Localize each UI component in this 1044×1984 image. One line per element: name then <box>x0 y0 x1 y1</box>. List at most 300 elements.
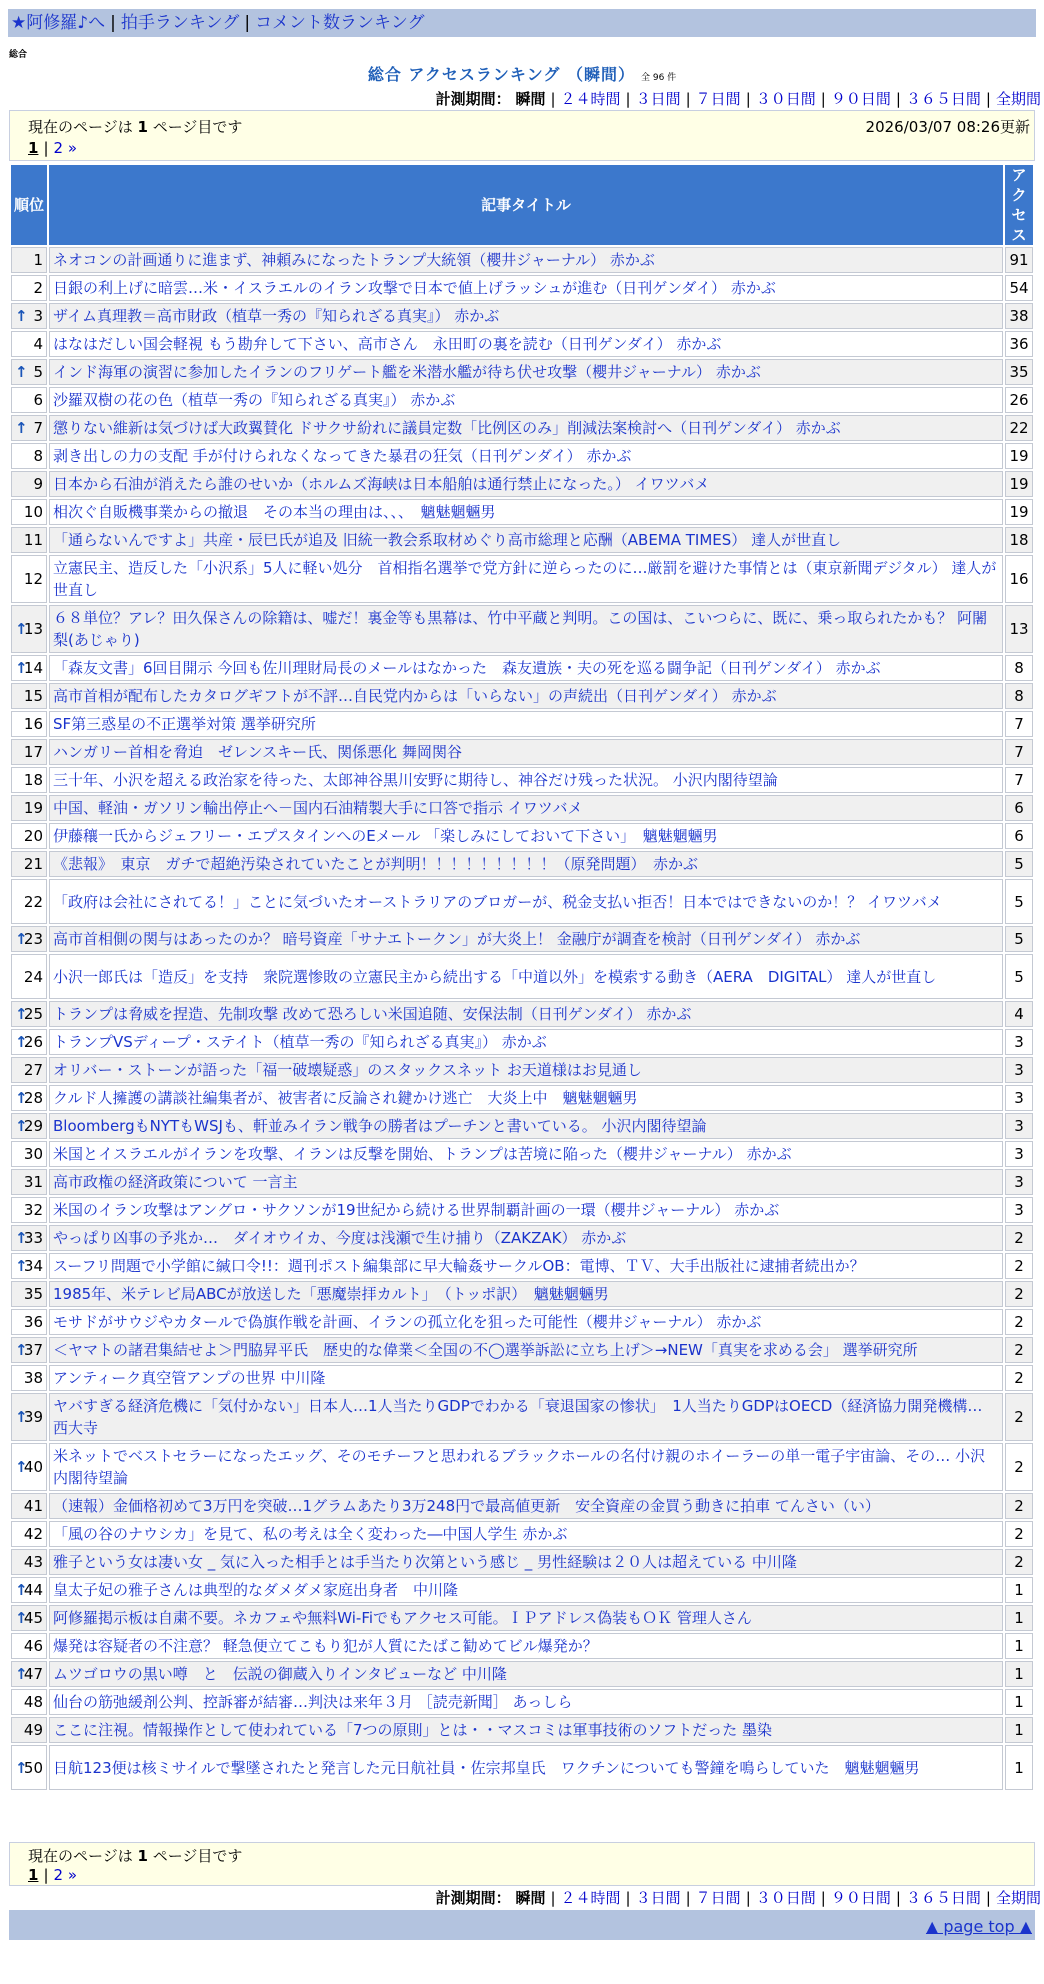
ranking-title: 総合 アクセスランキング （瞬間） <box>367 65 635 84</box>
arrow-up-icon: ↑ <box>15 1581 28 1599</box>
title-cell <box>49 1113 1003 1139</box>
arrow-up-icon: ↑ <box>15 1089 28 1107</box>
article-title-link[interactable]: クルド人擁護の講談社編集者が、被害者に反論され鍵かけ逃亡 大炎上中 魑魅魍魎男 <box>53 1089 638 1107</box>
table-row <box>11 795 1033 821</box>
article-title-link[interactable]: SF第三惑星の不正選挙対策 選挙研究所 <box>53 715 316 733</box>
title-cell <box>49 1605 1003 1631</box>
article-title-link[interactable]: 立憲民主、造反した「小沢系」5人に軽い処分 首相指名選挙で党方針に逆らったのに…厳罰を避けた事情とは（東京新聞デジタル） 達人が世直し <box>53 559 997 599</box>
rank-cell <box>11 1113 47 1139</box>
period-separator: | <box>625 1889 631 1907</box>
access-count: 3 <box>1005 1085 1033 1111</box>
title-cell <box>49 387 1003 413</box>
table-row <box>11 1745 1033 1790</box>
article-title-link[interactable]: 爆発は容疑者の不注意？ 軽急便立てこもり犯が人質にたばこ勧めてビル爆発か？ <box>53 1637 598 1655</box>
rank-number: 29 <box>23 1117 43 1135</box>
table-row <box>11 1029 1033 1055</box>
article-title-link[interactable]: 小沢一郎氏は「造反」を支持 衆院選惨敗の立憲民主から続出する「中道以外」を模索する動き（AERA DIGITAL） 達人が世直し <box>53 967 937 986</box>
article-title-link[interactable]: 沙羅双樹の花の色（植草一秀の『知られざる真実』） 赤かぶ <box>53 391 456 409</box>
rank-cell <box>11 1085 47 1111</box>
access-count: 7 <box>1005 739 1033 765</box>
rank-cell <box>11 795 47 821</box>
title-cell <box>49 555 1003 603</box>
period-link-365d[interactable]: ３６５日間 <box>905 1889 981 1907</box>
table-row <box>11 387 1033 413</box>
access-count: 3 <box>1005 1113 1033 1139</box>
title-cell <box>49 823 1003 849</box>
period-link-90d[interactable]: ９０日間 <box>830 1889 891 1907</box>
rank-number: 46 <box>23 1637 43 1655</box>
rank-number: 33 <box>23 1229 43 1247</box>
category-tag: 総合 <box>9 50 28 60</box>
article-title-link[interactable]: 高市政権の経済政策について 一言主 <box>53 1173 298 1191</box>
period-link-365d[interactable]: ３６５日間 <box>905 90 981 108</box>
title-cell <box>49 1337 1003 1363</box>
article-title-link[interactable]: 「風の谷のナウシカ」を見て、私の考えは全く変わった―中国人学生 赤かぶ <box>53 1525 568 1543</box>
access-count: 1 <box>1005 1633 1033 1659</box>
article-title-link[interactable]: 皇太子妃の雅子さんは典型的なダメダメ家庭出身者 中川隆 <box>53 1581 459 1599</box>
rank-cell <box>11 767 47 793</box>
rank-cell <box>11 1253 47 1279</box>
rank-cell <box>11 359 47 385</box>
access-count: 8 <box>1005 683 1033 709</box>
rank-number: 49 <box>23 1721 43 1739</box>
next-page-link[interactable]: » <box>67 139 78 157</box>
page-info-top <box>9 110 1035 161</box>
period-link-30d[interactable]: ３０日間 <box>755 1889 816 1907</box>
arrow-up-icon: ↑ <box>15 1408 28 1426</box>
arrow-up-icon: ↑ <box>15 1665 28 1683</box>
access-count: 26 <box>1005 387 1033 413</box>
table-row <box>11 1253 1033 1279</box>
article-title-link[interactable]: 雅子という女は凄い女 _ 気に入った相手とは手当たり次第という感じ _ 男性経験は２０人は超えている 中川隆 <box>53 1553 797 1571</box>
table-row <box>11 1365 1033 1391</box>
table-row <box>11 1309 1033 1335</box>
arrow-up-icon: ↑ <box>15 1341 28 1359</box>
article-title-link[interactable]: やっぱり凶事の予兆か… ダイオウイカ、今度は浅瀬で生け捕り（ZAKZAK） 赤かぶ <box>53 1229 627 1247</box>
page-1-current: 1 <box>28 139 39 157</box>
rank-number: 40 <box>23 1458 43 1476</box>
table-row <box>11 555 1033 603</box>
access-count: 8 <box>1005 655 1033 681</box>
arrow-up-icon: ↑ <box>15 930 28 948</box>
title-cell <box>49 499 1003 525</box>
rank-cell <box>11 1029 47 1055</box>
rank-number: 4 <box>33 335 43 353</box>
rank-cell <box>11 1337 47 1363</box>
period-selector-bottom <box>436 1887 1041 1908</box>
table-row <box>11 443 1033 469</box>
article-title-link[interactable]: オリバー・ストーンが語った「福一破壊疑惑」のスタックスネット お天道様はお見通し <box>53 1061 642 1079</box>
period-separator: | <box>745 90 751 108</box>
rank-cell <box>11 1393 47 1441</box>
title-cell <box>49 1549 1003 1575</box>
rank-number: 13 <box>23 620 43 638</box>
period-separator: | <box>895 90 901 108</box>
page-top-link[interactable]: ▲ page top ▲ <box>925 1917 1032 1936</box>
period-link-90d[interactable]: ９０日間 <box>830 90 891 108</box>
article-title-link[interactable]: 米ネットでベストセラーになったエッグ、そのモチーフと思われるブラックホールの名付け親のホイーラーの単一電子宇宙論、その… 小沢内閣待望論 <box>53 1447 986 1487</box>
rank-number: 17 <box>23 743 43 761</box>
table-row <box>11 1605 1033 1631</box>
rank-cell <box>11 605 47 653</box>
access-count: 5 <box>1005 879 1033 924</box>
article-title-link[interactable]: モサドがサウジやカタールで偽旗作戦を計画、イランの孤立化を狙った可能性（櫻井ジャーナル） 赤かぶ <box>53 1313 762 1331</box>
access-count: 2 <box>1005 1493 1033 1519</box>
access-count: 1 <box>1005 1745 1033 1790</box>
period-link-3d[interactable]: ３日間 <box>635 1889 681 1907</box>
table-row <box>11 711 1033 737</box>
rank-number: 9 <box>33 475 43 493</box>
rank-cell <box>11 1521 47 1547</box>
access-count: 2 <box>1005 1253 1033 1279</box>
updated-timestamp: 2026/03/07 08:26更新 <box>865 118 1030 136</box>
arrow-up-icon: ↑ <box>15 1005 28 1023</box>
access-count: 2 <box>1005 1393 1033 1441</box>
access-count: 1 <box>1005 1577 1033 1603</box>
rank-number: 11 <box>23 531 43 549</box>
page-info-bottom <box>9 1842 1035 1886</box>
rank-number: 26 <box>23 1033 43 1051</box>
article-title-link[interactable]: ここに注視。情報操作として使われている「7つの原則」とは・・マスコミは軍事技術のソフトだった 墨染 <box>53 1721 773 1739</box>
rank-number: 28 <box>23 1089 43 1107</box>
current-page-text <box>28 116 242 137</box>
access-count: 2 <box>1005 1443 1033 1491</box>
rank-cell <box>11 1717 47 1743</box>
table-row <box>11 926 1033 952</box>
title-cell <box>49 795 1003 821</box>
rank-cell <box>11 443 47 469</box>
article-title-link[interactable]: 阿修羅掲示板は自粛不要。ネカフェや無料Wi-Fiでもアクセス可能。ＩＰアドレス偽装もＯＫ 管理人さん <box>53 1609 752 1627</box>
period-separator: | <box>550 90 556 108</box>
access-count: 6 <box>1005 795 1033 821</box>
rank-cell <box>11 1365 47 1391</box>
table-row <box>11 1443 1033 1491</box>
table-row <box>11 1085 1033 1111</box>
period-separator: | <box>745 1889 751 1907</box>
arrow-up-icon: ↑ <box>15 307 28 325</box>
page-2-link[interactable]: 2 <box>53 139 64 157</box>
period-link-24h[interactable]: ２４時間 <box>560 1889 621 1907</box>
access-count: 18 <box>1005 527 1033 553</box>
article-title-link[interactable]: アンティーク真空管アンプの世界 中川隆 <box>53 1369 326 1387</box>
pagination-separator: | <box>43 139 49 157</box>
table-row <box>11 359 1033 385</box>
article-title-link[interactable]: 米国とイスラエルがイランを攻撃、イランは反撃を開始、トランプは苦境に陥った（櫻井ジャーナル） 赤かぶ <box>53 1145 792 1163</box>
rank-number: 27 <box>23 1061 43 1079</box>
period-link-3d[interactable]: ３日間 <box>635 90 681 108</box>
rank-cell <box>11 387 47 413</box>
rank-cell <box>11 275 47 301</box>
arrow-up-icon: ↑ <box>15 419 28 437</box>
title-cell <box>49 303 1003 329</box>
title-cell <box>49 415 1003 441</box>
nav-separator: | <box>110 13 116 33</box>
access-count: 3 <box>1005 1169 1033 1195</box>
rank-cell <box>11 1001 47 1027</box>
nav-link-asyura-home[interactable]: ★阿修羅♪へ <box>11 13 106 33</box>
article-title-link[interactable]: 中国、軽油・ガソリン輸出停止へ－国内石油精製大手に口答で指示 イワツバメ <box>53 799 583 817</box>
access-count: 2 <box>1005 1365 1033 1391</box>
period-separator: | <box>895 1889 901 1907</box>
table-row <box>11 1661 1033 1687</box>
arrow-up-icon: ↑ <box>15 1257 28 1275</box>
rank-cell <box>11 1169 47 1195</box>
access-count: 2 <box>1005 1281 1033 1307</box>
article-title-link[interactable]: 「政府は会社にされてる！」ことに気づいたオーストラリアのブロガーが、税金支払い拒否！日本ではできないのか！？ イワツバメ <box>53 892 942 911</box>
access-count: 54 <box>1005 275 1033 301</box>
article-title-link[interactable]: 伊藤穰一氏からジェフリー・エプスタインへのEメール 「楽しみにしておいて下さい」 魑魅魍魎男 <box>53 827 718 845</box>
rank-number: 14 <box>23 659 43 677</box>
title-cell <box>49 527 1003 553</box>
ranking-table-body <box>11 247 1033 1790</box>
ranking-table <box>9 163 1035 1792</box>
period-separator: | <box>820 90 826 108</box>
period-separator: | <box>625 90 631 108</box>
rank-cell <box>11 1281 47 1307</box>
article-title-link[interactable]: 米国のイラン攻撃はアングロ・サクソンが19世紀から続ける世界制覇計画の一環（櫻井ジャーナル） 赤かぶ <box>53 1201 780 1219</box>
rank-number: 36 <box>23 1313 43 1331</box>
nav-separator: | <box>244 13 251 33</box>
title-cell <box>49 443 1003 469</box>
article-title-link[interactable]: トランプは脅威を捏造、先制攻撃 改めて恐ろしい米国追随、安保法制（日刊ゲンダイ） 赤かぶ <box>53 1005 692 1023</box>
access-count: 19 <box>1005 499 1033 525</box>
title-cell <box>49 331 1003 357</box>
rank-number: 2 <box>33 279 43 297</box>
current-page-number: 1 <box>137 118 148 136</box>
rank-number: 41 <box>23 1497 43 1515</box>
title-cell <box>49 1443 1003 1491</box>
rank-number: 3 <box>33 307 43 325</box>
rank-cell <box>11 926 47 952</box>
article-title-link[interactable]: BloombergもNYTもWSJも、軒並みイラン戦争の勝者はプーチンと書いている。 小沢内閣待望論 <box>53 1117 707 1135</box>
page-2-link[interactable]: 2 <box>53 1866 64 1884</box>
article-title-link[interactable]: ザイム真理教＝高市財政（植草一秀の『知られざる真実』） 赤かぶ <box>53 307 500 325</box>
period-link-7d[interactable]: ７日間 <box>695 90 741 108</box>
period-link-all[interactable]: 全期間 <box>995 90 1041 108</box>
period-link-30d[interactable]: ３０日間 <box>755 90 816 108</box>
table-row <box>11 303 1033 329</box>
table-row <box>11 954 1033 999</box>
rank-number: 39 <box>23 1408 43 1426</box>
access-count: 7 <box>1005 711 1033 737</box>
article-title-link[interactable]: インド海軍の演習に参加したイランのフリゲート艦を米潜水艦が待ち伏せ攻撃（櫻井ジャーナル） 赤かぶ <box>53 363 761 381</box>
article-title-link[interactable]: 日航123便は核ミサイルで撃墜されたと発言した元日航社員・佐宗邦皇氏 ワクチンについても警鐘を鳴らしていた 魑魅魍魎男 <box>53 1758 920 1777</box>
rank-cell <box>11 1225 47 1251</box>
access-count: 16 <box>1005 555 1033 603</box>
table-row <box>11 499 1033 525</box>
article-title-link[interactable]: 相次ぐ自販機事業からの撤退 その本当の理由は、、、 魑魅魍魎男 <box>53 503 496 521</box>
table-row <box>11 1549 1033 1575</box>
article-title-link[interactable]: 懲りない維新は気づけば大政翼賛化 ドサクサ紛れに議員定数「比例区のみ」削減法案検討へ（日刊ゲンダイ） 赤かぶ <box>53 419 841 437</box>
rank-cell <box>11 1309 47 1335</box>
title-cell <box>49 605 1003 653</box>
title-cell <box>49 1633 1003 1659</box>
rank-cell <box>11 1197 47 1223</box>
article-title-link[interactable]: スーフリ問題で小学館に緘口令!!：週刊ポスト編集部に早大輪姦サークルOB：電博、ＴＶ、大手出版社に逮捕者続出か？ <box>53 1257 865 1275</box>
article-title-link[interactable]: ヤバすぎる経済危機に「気付かない」日本人…1人当たりGDPでわかる「衰退国家の惨状」 1人当たりGDPはOECD（経済協力開発機構… 西大寺 <box>53 1397 983 1437</box>
article-title-link[interactable]: トランプVSディープ・ステイト（植草一秀の『知られざる真実』） 赤かぶ <box>53 1033 547 1051</box>
ranking-heading <box>0 62 1044 85</box>
table-row <box>11 1001 1033 1027</box>
table-row <box>11 605 1033 653</box>
access-count: 3 <box>1005 1141 1033 1167</box>
article-title-link[interactable]: （速報）金価格初めて3万円を突破…1グラムあたり3万248円で最高値更新 安全資産の金買う動きに拍車 てんさい（い） <box>53 1497 880 1515</box>
period-link-7d[interactable]: ７日間 <box>695 1889 741 1907</box>
period-current: 瞬間 <box>515 90 546 108</box>
article-title-link[interactable]: 《悲報》 東京 ガチで超絶汚染されていたことが判明！！！！！！！！！（原発問題） 赤かぶ <box>53 855 699 873</box>
title-cell <box>49 739 1003 765</box>
article-title-link[interactable]: ＜ヤマトの諸君集結せよ＞門脇昇平氏 歴史的な偉業＜全国の不◯選挙訴訟に立ち上げ＞→NEW「真実を求める会」 選挙研究所 <box>53 1341 918 1359</box>
nav-link-applause-ranking[interactable]: 拍手ランキング <box>120 13 240 33</box>
period-link-all[interactable]: 全期間 <box>995 1889 1041 1907</box>
next-page-link[interactable]: » <box>67 1866 78 1884</box>
arrow-up-icon: ↑ <box>15 1758 28 1777</box>
rank-number: 20 <box>23 827 43 845</box>
period-separator: | <box>820 1889 826 1907</box>
period-separator: | <box>985 90 991 108</box>
title-cell <box>49 1001 1003 1027</box>
table-row <box>11 1169 1033 1195</box>
article-title-link[interactable]: 高市首相側の関与はあったのか？ 暗号資産「サナエトークン」が大炎上！ 金融庁が調査を検討（日刊ゲンダイ） 赤かぶ <box>53 930 861 948</box>
access-count: 1 <box>1005 1661 1033 1687</box>
table-row <box>11 739 1033 765</box>
article-title-link[interactable]: 日銀の利上げに暗雲…米・イスラエルのイラン攻撃で日本で値上げラッシュが進む（日刊ゲンダイ） 赤かぶ <box>53 279 776 297</box>
period-selector-top <box>436 88 1041 109</box>
rank-cell <box>11 1577 47 1603</box>
current-page-prefix: 現在のページは <box>28 118 133 136</box>
article-title-link[interactable]: 日本から石油が消えたら誰のせいか（ホルムズ海峡は日本船舶は通行禁止になった。） イワツバメ <box>53 475 710 493</box>
header-rank: 順位 <box>11 165 47 245</box>
title-cell <box>49 1225 1003 1251</box>
table-row <box>11 1337 1033 1363</box>
title-cell <box>49 1309 1003 1335</box>
rank-number: 47 <box>23 1665 43 1683</box>
period-separator: | <box>550 1889 556 1907</box>
rank-number: 10 <box>23 503 43 521</box>
article-title-link[interactable]: はなはだしい国会軽視 もう勘弁して下さい、高市さん 永田町の裏を読む（日刊ゲンダイ） 赤かぶ <box>53 335 722 353</box>
arrow-up-icon: ↑ <box>15 1609 28 1627</box>
rank-number: 24 <box>23 967 43 986</box>
rank-number: 38 <box>23 1369 43 1387</box>
access-count: 3 <box>1005 1029 1033 1055</box>
access-count: 5 <box>1005 926 1033 952</box>
period-separator: | <box>685 90 691 108</box>
rank-cell <box>11 879 47 924</box>
access-count: 91 <box>1005 247 1033 273</box>
rank-number: 1 <box>33 251 43 269</box>
rank-number: 8 <box>33 447 43 465</box>
table-row <box>11 1577 1033 1603</box>
rank-number: 43 <box>23 1553 43 1571</box>
article-title-link[interactable]: 1985年、米テレビ局ABCが放送した「悪魔崇拝カルト」 （トッポ訳） 魑魅魍魎男 <box>53 1285 609 1303</box>
header-title: 記事タイトル <box>49 165 1003 245</box>
table-row <box>11 1689 1033 1715</box>
rank-number: 6 <box>33 391 43 409</box>
period-separator: | <box>685 1889 691 1907</box>
current-page-suffix: ページ目です <box>152 118 243 136</box>
table-row <box>11 851 1033 877</box>
article-title-link[interactable]: 「通らないんですよ」共産・辰巳氏が追及 旧統一教会系取材めぐり高市総理と応酬（ABEMA TIMES） 達人が世直し <box>53 531 842 549</box>
article-title-link[interactable]: ネオコンの計画通りに進まず、神頼みになったトランプ大統領（櫻井ジャーナル） 赤かぶ <box>53 251 655 269</box>
title-cell <box>49 1085 1003 1111</box>
access-count: 2 <box>1005 1521 1033 1547</box>
access-count: 19 <box>1005 443 1033 469</box>
rank-number: 7 <box>33 419 43 437</box>
pagination <box>28 139 77 157</box>
rank-number: 34 <box>23 1257 43 1275</box>
rank-number: 30 <box>23 1145 43 1163</box>
article-title-link[interactable]: ハンガリー首相を脅迫 ゼレンスキー氏、関係悪化 舞岡関谷 <box>53 743 462 761</box>
rank-cell <box>11 954 47 999</box>
period-label: 計測期間： <box>435 90 511 108</box>
table-row <box>11 275 1033 301</box>
title-cell <box>49 1057 1003 1083</box>
period-label: 計測期間： <box>435 1889 511 1907</box>
article-title-link[interactable]: ６８単位？アレ？田久保さんの除籍は、嘘だ！裏金等も黒幕は、竹中平蔵と判明。この国は、こいつらに、既に、乗っ取られたかも？ 阿闍梨(あじゃり) <box>53 609 988 649</box>
table-row <box>11 527 1033 553</box>
title-cell <box>49 683 1003 709</box>
title-cell <box>49 471 1003 497</box>
table-row <box>11 655 1033 681</box>
table-row <box>11 415 1033 441</box>
access-count: 19 <box>1005 471 1033 497</box>
period-link-24h[interactable]: ２４時間 <box>560 90 621 108</box>
rank-cell <box>11 1689 47 1715</box>
article-title-link[interactable]: 剥き出しの力の支配 手が付けられなくなってきた暴君の狂気（日刊ゲンダイ） 赤かぶ <box>53 447 632 465</box>
rank-number: 16 <box>23 715 43 733</box>
top-nav <box>8 9 1036 37</box>
pagination-separator: | <box>43 1866 49 1884</box>
title-cell <box>49 879 1003 924</box>
nav-link-comment-ranking[interactable]: コメント数ランキング <box>255 13 425 33</box>
article-title-link[interactable]: 高市首相が配布したカタログギフトが不評…自民党内からは「いらない」の声続出（日刊ゲンダイ） 赤かぶ <box>53 687 777 705</box>
article-title-link[interactable]: 仙台の筋弛緩剤公判、控訴審が結審…判決は来年３月 ［読売新聞］ あっしら <box>53 1693 573 1711</box>
rank-number: 12 <box>23 570 43 588</box>
title-cell <box>49 1745 1003 1790</box>
access-count: 5 <box>1005 954 1033 999</box>
article-title-link[interactable]: ムツゴロウの黒い噂 と 伝説の御蔵入りインタビューなど 中川隆 <box>53 1665 507 1683</box>
rank-number: 19 <box>23 799 43 817</box>
access-count: 7 <box>1005 767 1033 793</box>
rank-cell <box>11 527 47 553</box>
article-title-link[interactable]: 「森友文書」6回目開示 今回も佐川理財局長のメールはなかった 森友遺族・夫の死を巡る闘争記（日刊ゲンダイ） 赤かぶ <box>53 659 881 677</box>
access-count: 1 <box>1005 1605 1033 1631</box>
rank-cell <box>11 739 47 765</box>
access-count: 2 <box>1005 1309 1033 1335</box>
title-cell <box>49 1393 1003 1441</box>
title-cell <box>49 655 1003 681</box>
rank-number: 23 <box>23 930 43 948</box>
current-page-prefix: 現在のページは <box>28 1847 133 1865</box>
rank-cell <box>11 1443 47 1491</box>
table-row <box>11 683 1033 709</box>
article-title-link[interactable]: 三十年、小沢を超える政治家を待った、太郎神谷黒川安野に期待し、神谷だけ残った状況。 小沢内閣待望論 <box>53 771 778 789</box>
table-row <box>11 879 1033 924</box>
arrow-up-icon: ↑ <box>15 659 28 677</box>
title-cell <box>49 247 1003 273</box>
title-cell <box>49 359 1003 385</box>
title-cell <box>49 1197 1003 1223</box>
rank-number: 31 <box>23 1173 43 1191</box>
period-separator: | <box>985 1889 991 1907</box>
table-row <box>11 1493 1033 1519</box>
access-count: 38 <box>1005 303 1033 329</box>
access-count: 3 <box>1005 1197 1033 1223</box>
title-cell <box>49 926 1003 952</box>
table-row <box>11 1057 1033 1083</box>
rank-number: 15 <box>23 687 43 705</box>
table-row <box>11 1281 1033 1307</box>
